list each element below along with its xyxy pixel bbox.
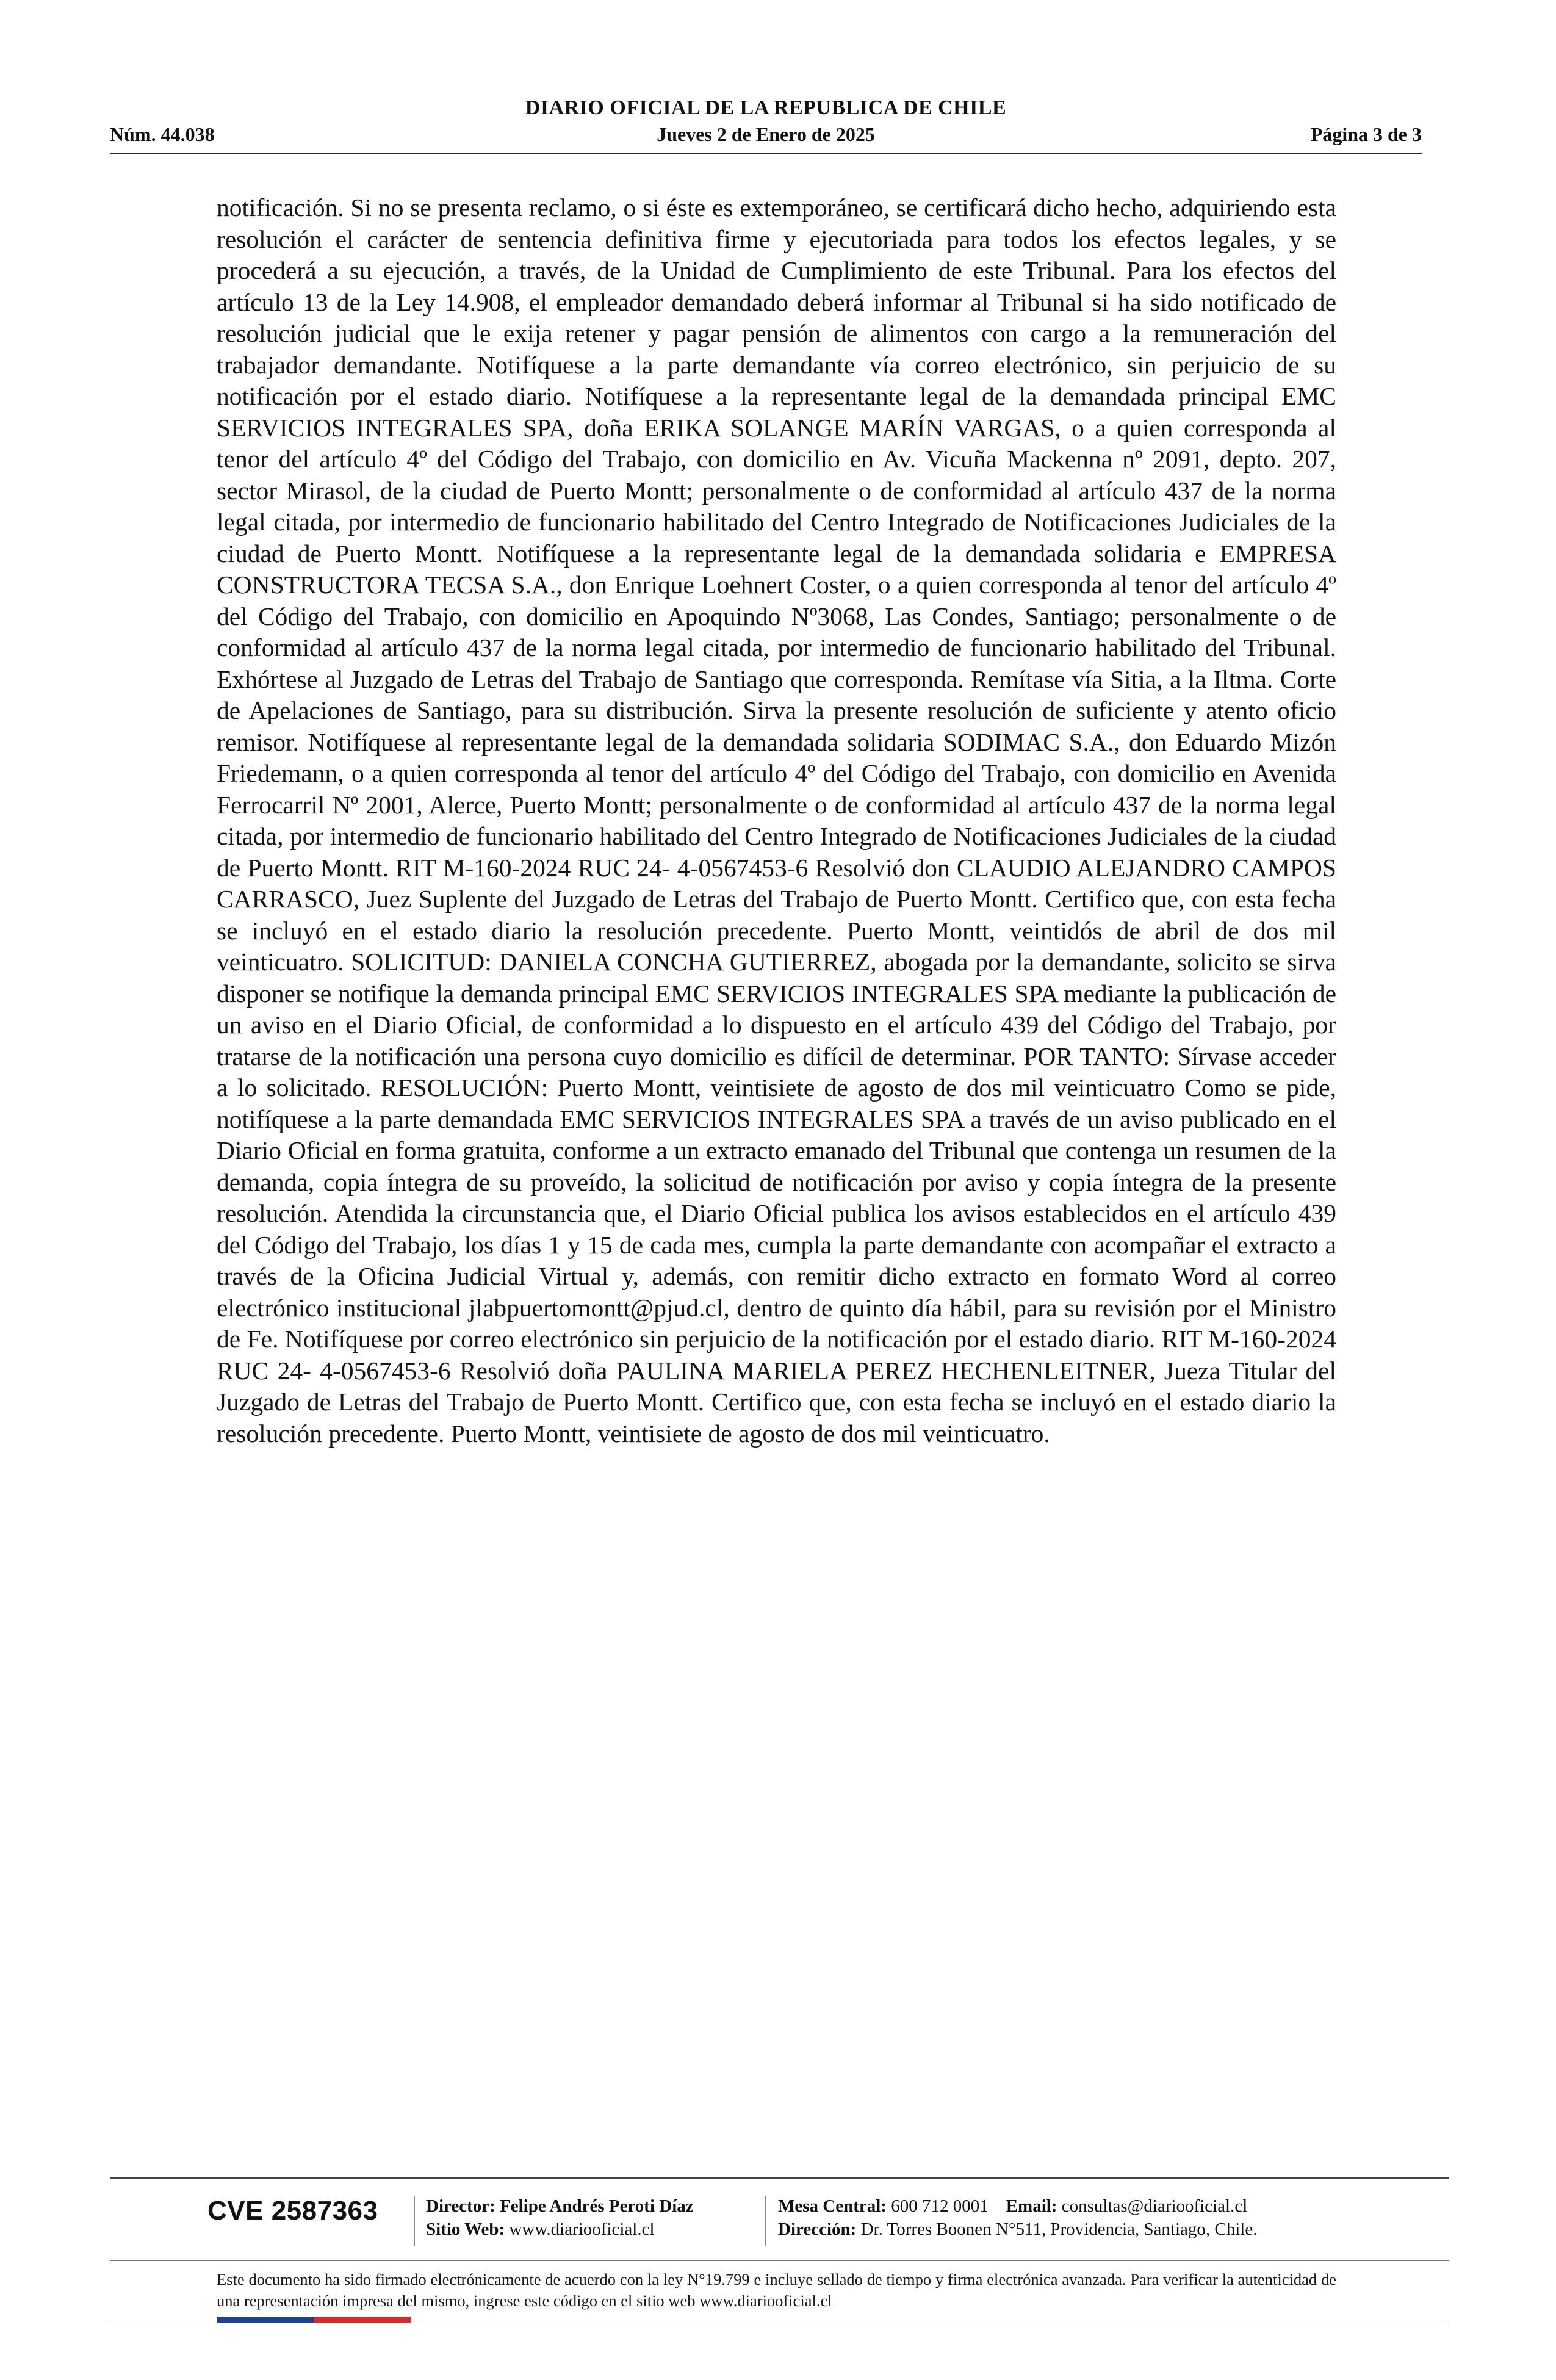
publication-title: DIARIO OFICIAL DE LA REPUBLICA DE CHILE (525, 96, 1007, 119)
page-indicator: Página 3 de 3 (1310, 123, 1422, 145)
footer-divider-top (110, 2177, 1449, 2179)
email-link[interactable]: consultas@diariooficial.cl (1061, 2196, 1248, 2216)
director-name: Felipe Andrés Peroti Díaz (500, 2196, 694, 2216)
site-link[interactable]: www.diariooficial.cl (509, 2220, 655, 2239)
mesa-phone: 600 712 0001 (891, 2196, 989, 2216)
address-label: Dirección: (778, 2220, 857, 2239)
footer-divider-middle (110, 2260, 1449, 2261)
address-value: Dr. Torres Boonen N°511, Providencia, Santiago, Chile. (860, 2220, 1258, 2239)
footer-director-block (426, 2194, 694, 2241)
email-label: Email: (1006, 2196, 1057, 2216)
issue-number: Núm. 44.038 (110, 123, 215, 145)
document-body: notificación. Si no se presenta reclamo, o si éste es extemporáneo, se certificará dicho hecho, adquiriendo esta resolución el carácter de sentencia definitiva firme y ejecutoriada para todos los efectos legales, y se procederá a su ejecución, a través, de la Unidad de Cumplimiento de este Tribunal. Para los efectos del artículo 13 de la Ley 14.908, el empleador demandado deberá informar al Tribunal si ha sido notificado de resolución judicial que le exija retener y pagar pensión de alimentos con cargo a la remuneración del trabajador demandante. Notifíquese a la parte demandante vía correo electrónico, sin perjuicio de su notificación por el estado diario. Notifíquese a la representante legal de la demandada principal EMC SERVICIOS INTEGRALES SPA, doña ERIKA SOLANGE MARÍN VARGAS, o a quien corresponda al tenor del artículo 4º del Código del Trabajo, con domicilio en Av. Vicuña Mackenna nº 2091, depto. 207, sector Mirasol, de la ciudad de Puerto Montt; personalmente o de conformidad al artículo 437 de la norma legal citada, por intermedio de funcionario habilitado del Centro Integrado de Notificaciones Judiciales de la ciudad de Puerto Montt. Notifíquese a la representante legal de la demandada solidaria e EMPRESA CONSTRUCTORA TECSA S.A., don Enrique Loehnert Coster, o a quien corresponda al tenor del artículo 4º del Código del Trabajo, con domicilio en Apoquindo Nº3068, Las Condes, Santiago; personalmente o de conformidad al artículo 437 de la norma legal citada, por intermedio de funcionario habilitado del Tribunal. Exhórtese al Juzgado de Letras del Trabajo de Santiago que corresponda. Remítase vía Sitia, a la Iltma. Corte de Apelaciones de Santiago, para su distribución. Sirva la presente resolución de suficiente y atento oficio remisor. Notifíquese al representante legal de la demandada solidaria SODIMAC S.A., don Eduardo Mizón Friedemann, o a quien corresponda al tenor del artículo 4º del Código del Trabajo, con domicilio en Avenida Ferrocarril Nº 2001, Alerce, Puerto Montt; personalmente o de conformidad al artículo 437 de la norma legal citada, por intermedio de funcionario habilitado del Centro Integrado de Notificaciones Judiciales de la ciudad de Puerto Montt. RIT M-160-2024 RUC 24- 4-0567453-6 Resolvió don CLAUDIO ALEJANDRO CAMPOS CARRASCO, Juez Suplente del Juzgado de Letras del Trabajo de Puerto Montt. Certifico que, con esta fecha se incluyó en el estado diario la resolución precedente. Puerto Montt, veintidós de abril de dos mil veinticuatro. SOLICITUD: DANIELA CONCHA GUTIERREZ, abogada por la demandante, solicito se sirva disponer se notifique la demanda principal EMC SERVICIOS INTEGRALES SPA mediante la publicación de un aviso en el Diario Oficial, de conformidad a lo dispuesto en el artículo 439 del Código del Trabajo, por tratarse de la notificación una persona cuyo domicilio es difícil de determinar. POR TANTO: Sírvase acceder a lo solicitado. RESOLUCIÓN: Puerto Montt, veintisiete de agosto de dos mil veinticuatro Como se pide, notifíquese a la parte demandada EMC SERVICIOS INTEGRALES SPA a través de un aviso publicado en el Diario Oficial en forma gratuita, conforme a un extracto emanado del Tribunal que contenga un resumen de la demanda, copia íntegra de su proveído, la solicitud de notificación por aviso y copia íntegra de la presente resolución. Atendida la circunstancia que, el Diario Oficial publica los avisos establecidos en el artículo 439 del Código del Trabajo, los días 1 y 15 de cada mes, cumpla la parte demandante con acompañar el extracto a través de la Oficina Judicial Virtual y, además, con remitir dicho extracto en formato Word al correo electrónico institucional jlabpuertomontt@pjud.cl, dentro de quinto día hábil, para su revisión por el Ministro de Fe. Notifíquese por correo electrónico sin perjuicio de la notificación por el estado diario. RIT M-160-2024 RUC 24- 4-0567453-6 Resolvió doña PAULINA MARIELA PEREZ HECHENLEITNER, Jueza Titular del Juzgado de Letras del Trabajo de Puerto Montt. Certifico que, con esta fecha se incluyó en el estado diario la resolución precedente. Puerto Montt, veintisiete de agosto de dos mil veinticuatro. (217, 193, 1336, 1448)
header-row (110, 123, 1422, 150)
header-divider (110, 153, 1422, 154)
director-label: Director: (426, 2196, 495, 2216)
mesa-label: Mesa Central: (778, 2196, 887, 2216)
site-label: Sitio Web: (426, 2220, 505, 2239)
footer-separator (414, 2196, 415, 2246)
page-footer (110, 2177, 1449, 2330)
cve-code: CVE 2587363 (207, 2196, 378, 2226)
signature-notice: Este documento ha sido firmado electrónicamente de acuerdo con la ley N°19.799 e incluye sellado de tiempo y firma electrónica avanzada. Para verificar la autenticidad de una representación impresa del mismo, ingrese este código en el sitio web www.diariooficial.cl (217, 2270, 1336, 2310)
issue-date: Jueves 2 de Enero de 2025 (657, 123, 875, 145)
footer-separator (765, 2196, 766, 2246)
footer-contact-block (778, 2194, 1257, 2241)
page-header (110, 92, 1422, 159)
